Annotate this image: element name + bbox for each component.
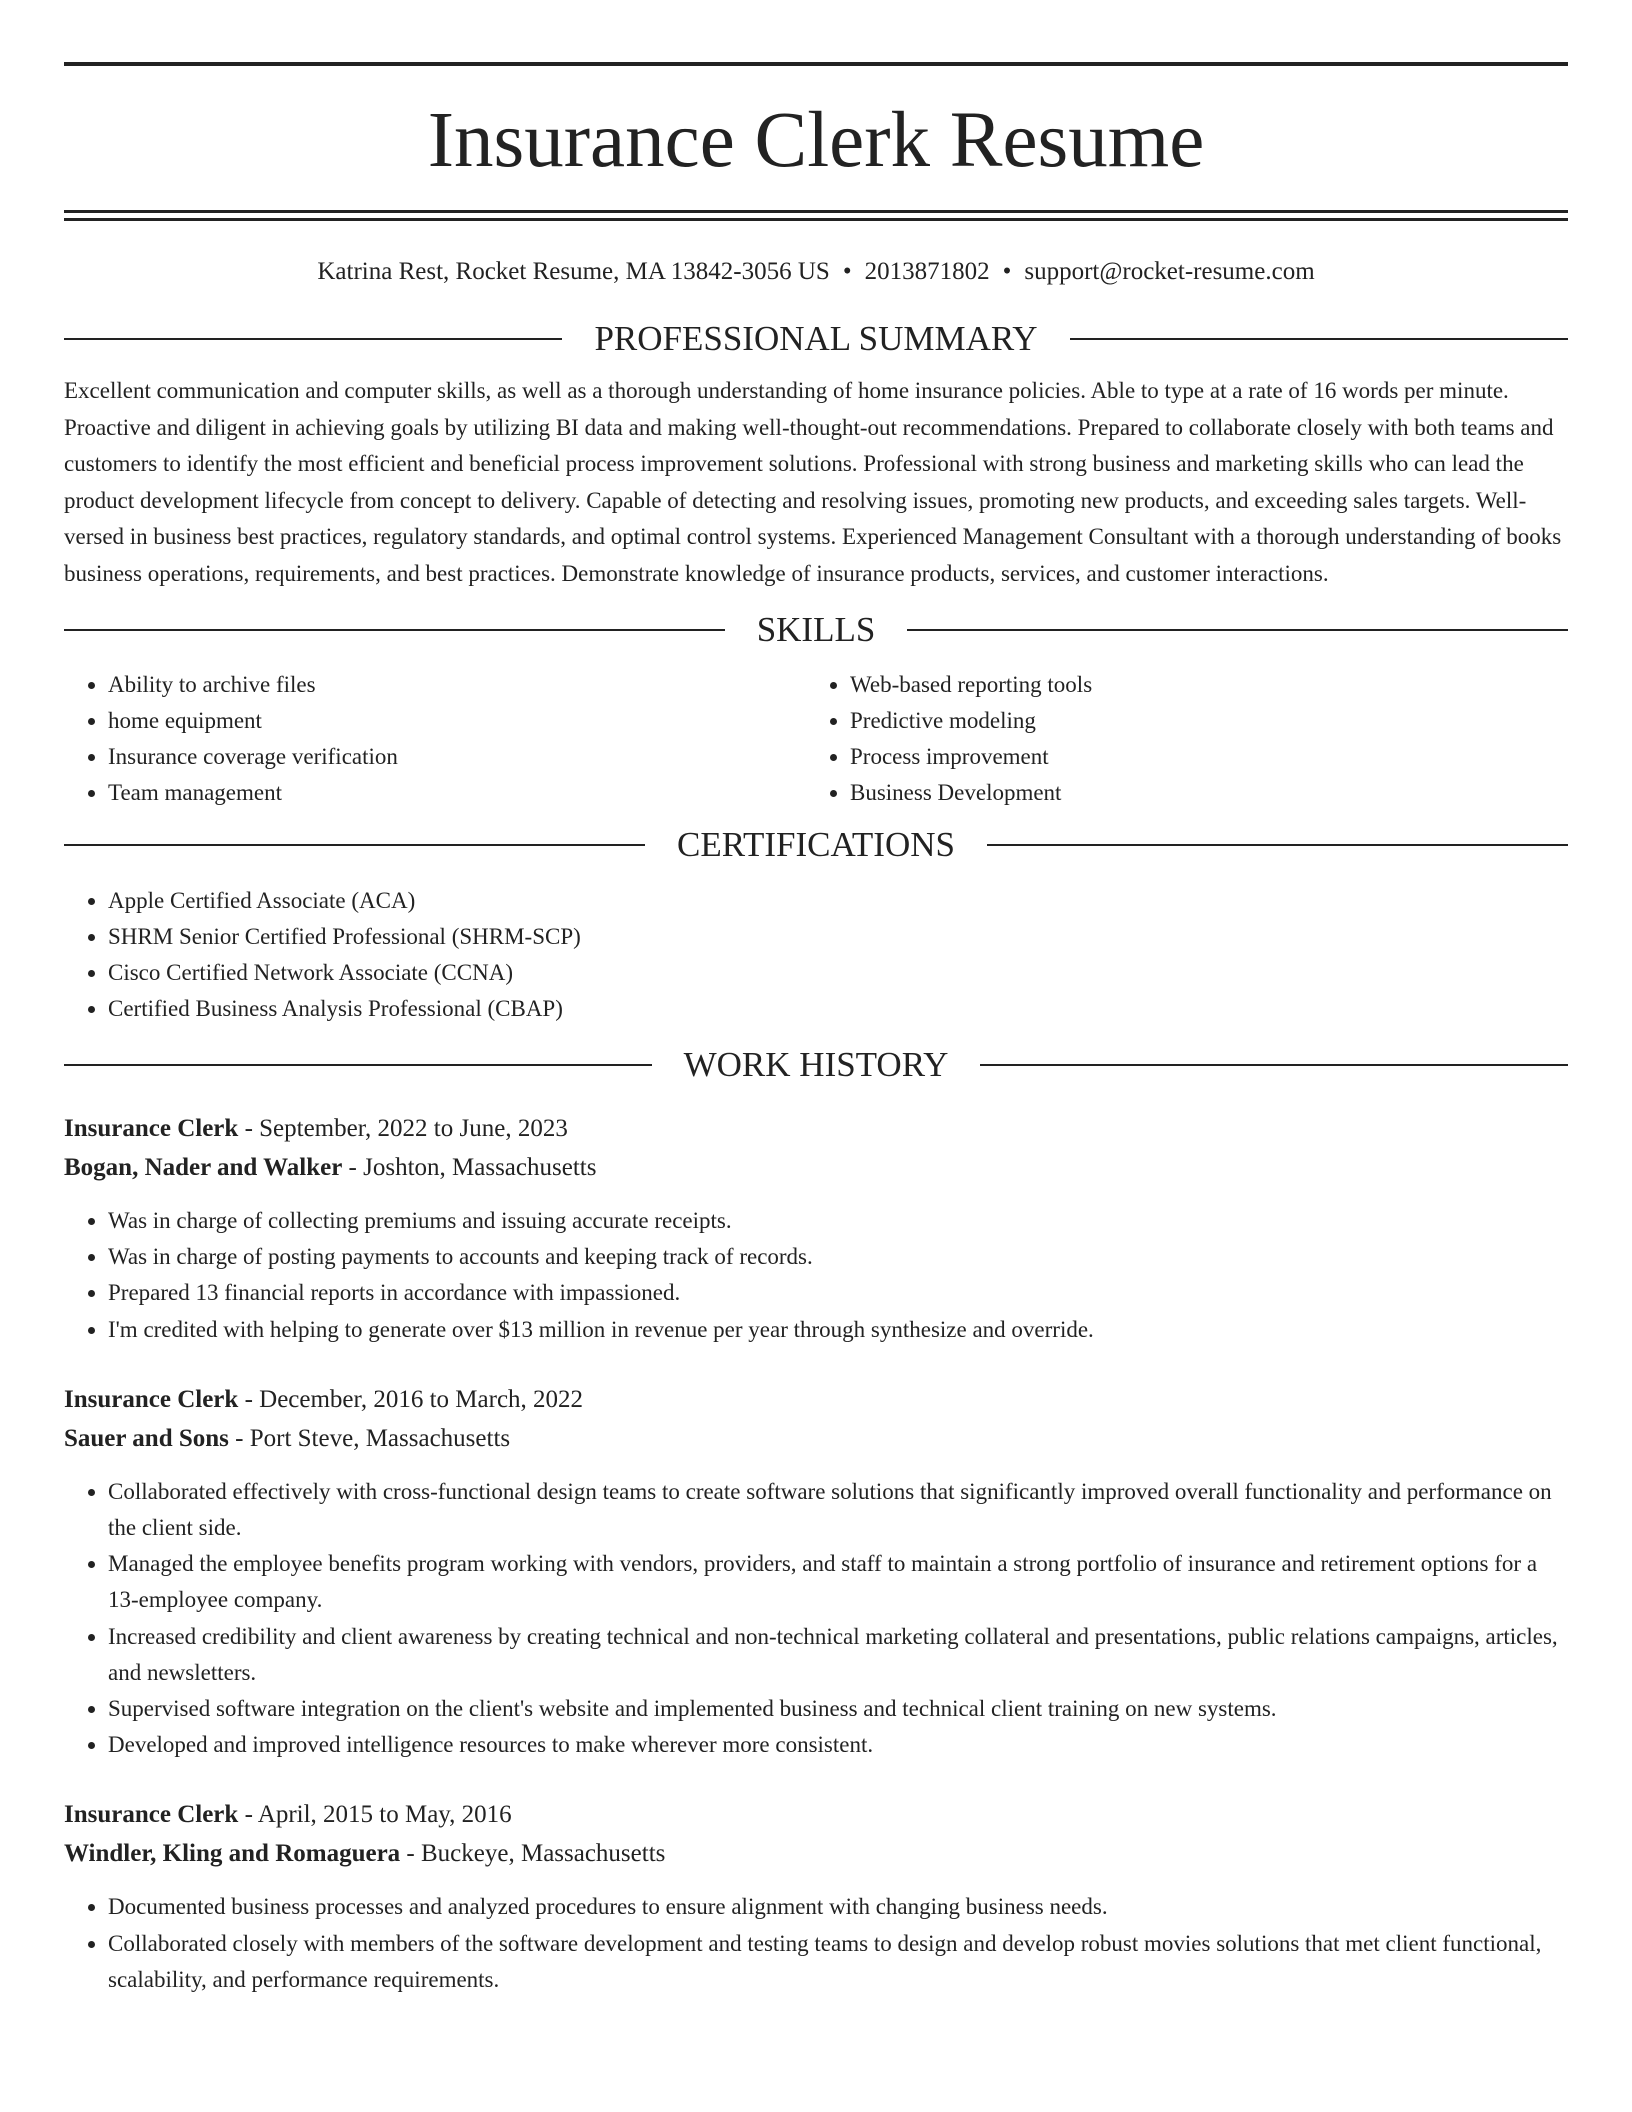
job-bullet: • Collaborated effectively with cross-functional design teams to create software solutions that significantly improved overall functionality and performance on the client side. [108, 1474, 1568, 1546]
job-entry [64, 1795, 1568, 1998]
contact-phone: 2013871802 [864, 258, 990, 285]
skills-list [64, 667, 1568, 811]
contact-separator: • [842, 258, 852, 285]
section-header-certifications [64, 823, 1568, 867]
job-title: Insurance Clerk [64, 1115, 239, 1142]
section-rule [64, 338, 562, 340]
skill-item: • Process improvement [850, 739, 1548, 775]
job-bullet: • Collaborated closely with members of the software development and testing teams to design and develop robust movies solutions that met client functional, scalability, and performance requirements. [108, 1926, 1568, 1998]
job-title: Insurance Clerk [64, 1801, 239, 1829]
job-title-line [64, 1795, 1568, 1834]
job-bullet: • Developed and improved intelligence resources to make wherever more consistent. [108, 1727, 1568, 1763]
job-bullet: • Was in charge of collecting premiums and issuing accurate receipts. [108, 1203, 1568, 1239]
contact-line [64, 257, 1568, 287]
job-title-line [64, 1109, 1568, 1148]
job-location: - Joshton, Massachusetts [342, 1154, 597, 1181]
job-bullet: • I'm credited with helping to generate over $13 million in revenue per year through synthesize and override. [108, 1312, 1568, 1348]
job-location: - Buckeye, Massachusetts [400, 1840, 666, 1868]
job-company: Windler, Kling and Romaguera [64, 1840, 401, 1868]
job-bullet: • Supervised software integration on the client's website and implemented business and technical client training on new systems. [108, 1691, 1568, 1727]
section-header-work-history [64, 1043, 1568, 1087]
contact-address: Katrina Rest, Rocket Resume, MA 13842-3056 US [317, 258, 830, 285]
section-rule [64, 1064, 652, 1066]
skill-item: • Team management [108, 775, 806, 811]
top-rule [64, 62, 1568, 66]
skill-item: • Predictive modeling [850, 703, 1548, 739]
contact-separator: • [1002, 258, 1012, 285]
job-dates: - September, 2022 to June, 2023 [238, 1115, 568, 1142]
resume-page [64, 62, 1568, 1998]
job-company-line [64, 1148, 1568, 1187]
skill-item: • Business Development [850, 775, 1548, 811]
certification-item: • SHRM Senior Certified Professional (SHRM-SCP) [108, 919, 1568, 955]
section-rule [907, 629, 1568, 631]
job-dates: - December, 2016 to March, 2022 [238, 1385, 584, 1413]
summary-paragraph: Excellent communication and computer skills, as well as a thorough understanding of home insurance policies. Able to type at a rate of 16 words per minute. Proactive and diligent in achieving goals by utilizing BI data and making well-thought-out recommendations. Prepared to collaborate closely with both teams and customers to identify the most efficient and beneficial process improvement solutions. Professional with strong business and marketing skills who can lead the product development lifecycle from concept to delivery. Capable of detecting and resolving issues, promoting new products, and exceeding sales targets. Well-versed in business best practices, regulatory standards, and optimal control systems. Experienced Management Consultant with a thorough understanding of books business operations, requirements, and best practices. Demonstrate knowledge of insurance products, services, and customer interactions. [64, 378, 1562, 586]
job-dates: - April, 2015 to May, 2016 [238, 1801, 512, 1829]
page-title: Insurance Clerk Resume [427, 97, 1205, 184]
certification-item: • Apple Certified Associate (ACA) [108, 883, 1568, 919]
job-title-line [64, 1380, 1568, 1419]
job-bullet: • Documented business processes and analyzed procedures to ensure alignment with changing business needs. [108, 1889, 1568, 1925]
title-double-rule [64, 210, 1568, 221]
skill-item: • Ability to archive files [108, 667, 806, 703]
job-bullets [64, 1474, 1568, 1764]
section-title-summary: PROFESSIONAL SUMMARY [594, 319, 1038, 358]
job-company-line [64, 1834, 1568, 1873]
section-title-skills: SKILLS [756, 610, 876, 649]
job-title: Insurance Clerk [64, 1385, 239, 1413]
skill-item: • Insurance coverage verification [108, 739, 806, 775]
section-rule [980, 1064, 1568, 1066]
job-company: Bogan, Nader and Walker [64, 1154, 343, 1181]
section-rule [64, 629, 725, 631]
skills-column-left [64, 667, 806, 811]
section-title-certifications: CERTIFICATIONS [677, 825, 955, 864]
certification-item: • Certified Business Analysis Professional (CBAP) [108, 991, 1568, 1027]
job-entry [64, 1380, 1568, 1764]
skill-item: • home equipment [108, 703, 806, 739]
skill-item: • Web-based reporting tools [850, 667, 1548, 703]
job-bullets [64, 1889, 1568, 1998]
certifications-list [64, 883, 1568, 1027]
job-bullet: • Was in charge of posting payments to accounts and keeping track of records. [108, 1239, 1568, 1275]
section-title-work-history: WORK HISTORY [683, 1045, 949, 1084]
job-company-line [64, 1419, 1568, 1458]
skills-column-right [806, 667, 1548, 811]
job-bullet: • Managed the employee benefits program working with vendors, providers, and staff to maintain a strong portfolio of insurance and retirement options for a 13-employee company. [108, 1546, 1568, 1618]
certification-item: • Cisco Certified Network Associate (CCNA) [108, 955, 1568, 991]
job-bullet: • Increased credibility and client awareness by creating technical and non-technical marketing collateral and presentations, public relations campaigns, articles, and newsletters. [108, 1619, 1568, 1691]
job-location: - Port Steve, Massachusetts [228, 1424, 511, 1452]
job-bullets [64, 1203, 1568, 1348]
section-header-skills [64, 608, 1568, 652]
section-rule [1070, 338, 1568, 340]
section-header-summary [64, 317, 1568, 361]
job-company: Sauer and Sons [64, 1424, 229, 1452]
section-rule [64, 844, 645, 846]
contact-email: support@rocket-resume.com [1024, 258, 1315, 285]
job-entry [64, 1109, 1568, 1348]
section-rule [987, 844, 1568, 846]
job-bullet: • Prepared 13 financial reports in accordance with impassioned. [108, 1275, 1568, 1311]
